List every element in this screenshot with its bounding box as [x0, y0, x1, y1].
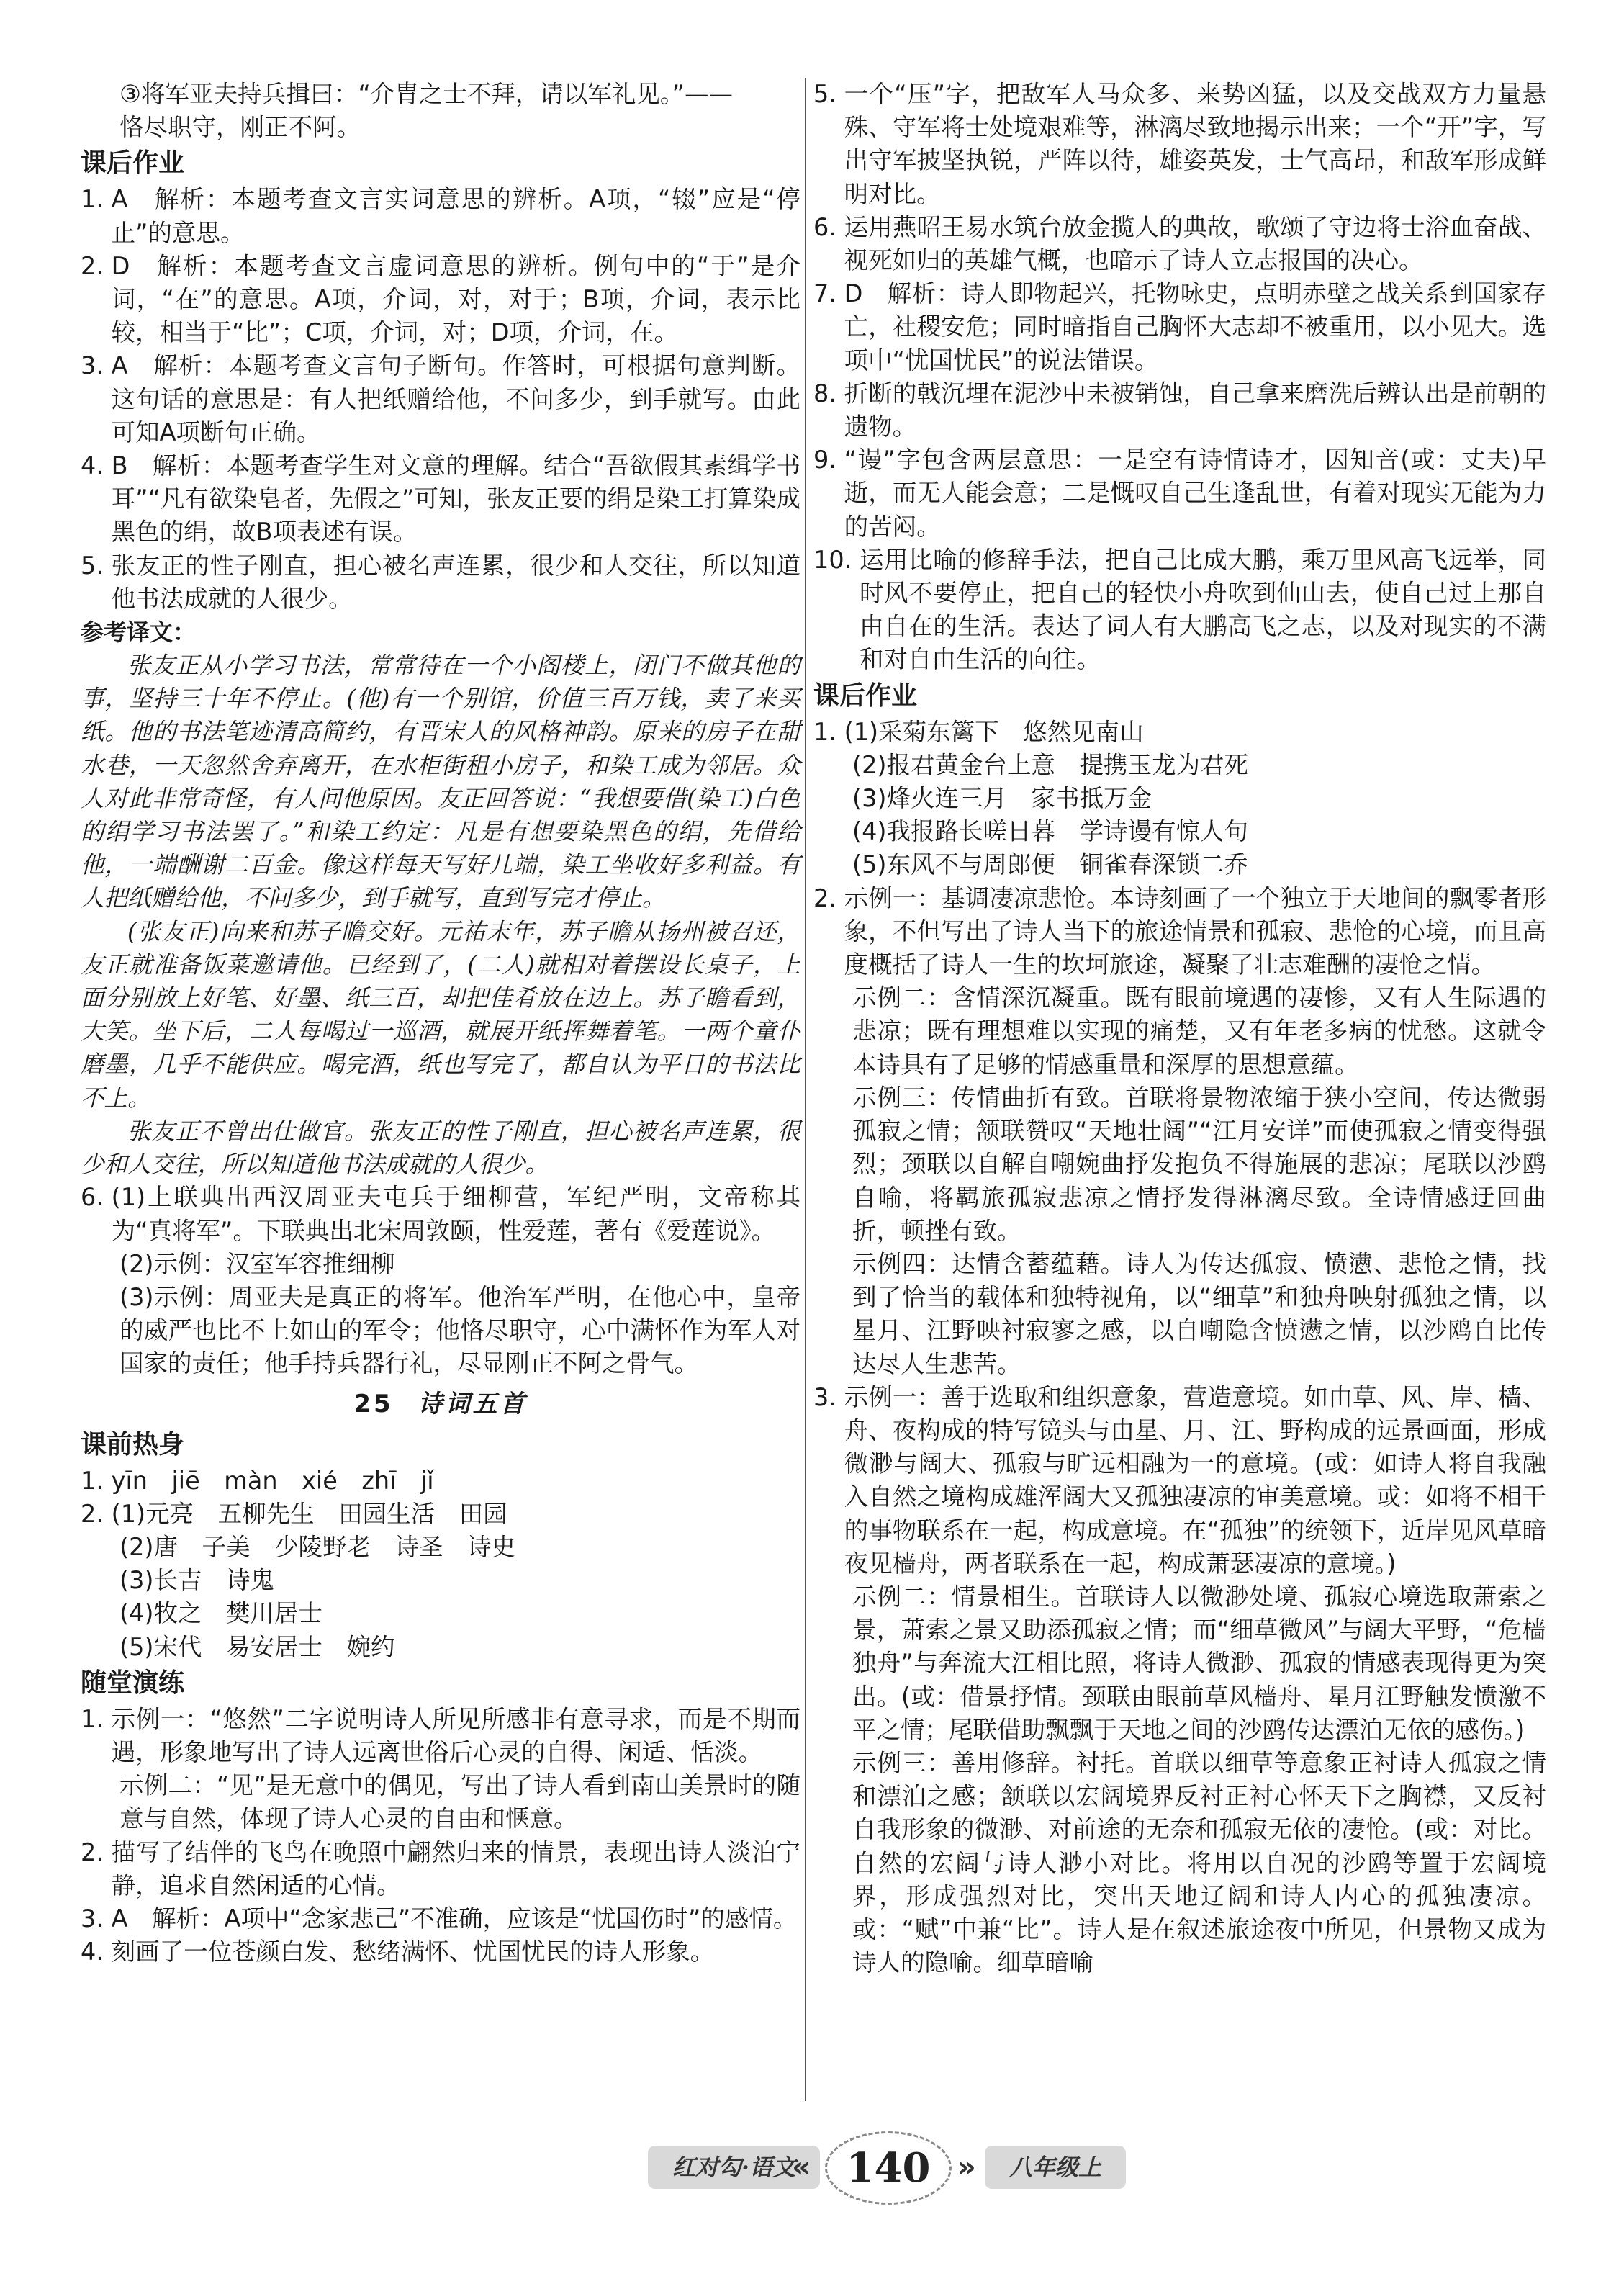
right-column: [813, 78, 1546, 1979]
answer-subitem: (3)长吉 诗鬼: [119, 1566, 274, 1595]
column-divider: [805, 78, 806, 2101]
reference-translation: [81, 649, 800, 1181]
translation-paragraph: (张友正)向来和苏子瞻交好。元祐末年，苏子瞻从扬州被召还，友正就准备饭菜邀请他。已经到了，(二人)就相对着摆设长桌子，上面分别放上好笔、好墨、纸三百，却把佳肴放在边上。苏子瞻看到，大笑。坐下后，二人每喝过一巡酒，就展开纸挥舞着笔。一两个童仆磨墨，几乎不能供应。喝完酒，纸也写完了，都自认为平日的书法比不上。: [81, 917, 800, 1112]
answer-subitem: (5)宋代 易安居士 婉约: [119, 1632, 395, 1661]
answer-item: 6. (1)上联典出西汉周亚夫屯兵于细柳营，军纪严明，文帝称其为“真将军”。下联典出北宋周敦颐，性爱莲，著有《爱莲说》。: [81, 1183, 800, 1245]
lesson-title: [81, 1385, 800, 1423]
answer-subitem: 示例三：善用修辞。衬托。首联以细草等意象正衬诗人孤寂之情和漂泊之感；颔联以宏阔境界反衬正衬心怀天下之胸襟，又反衬自我形象的微渺、对前途的无奈和孤寂无依的凄怆。(或：对比。自然的宏阔与诗人渺小对比。将用以自况的沙鸥等置于宏阔境界，形成强烈对比，突出天地辽阔和诗人内心的孤独凄凉。或：“赋”中兼“比”。诗人是在叙述旅途夜中所见，但景物又成为诗人的隐喻。细草暗喻: [852, 1748, 1546, 1977]
answer-subitem: (2)示例：汉室军容推细柳: [119, 1249, 395, 1278]
grade-badge: 八年级上: [985, 2146, 1126, 2189]
translation-paragraph: 张友正从小学习书法，常常待在一个小阁楼上，闭门不做其他的事，坚持三十年不停止。(他)有一个别馆，价值三百万钱，卖了来买纸。他的书法笔迹清高简约，有晋宋人的风格神韵。原来的房子在甜水巷，一天忽然舍弃离开，在水柜街租小房子，和染工成为邻居。众人对此非常奇怪，有人问他原因。友正回答说：“我想要借(染工)白色的绢学习书法罢了。”和染工约定：凡是有想要染黑色的绢，先借给他，一端酬谢二百金。像这样每天写好几端，染工坐收好多利益。有人把纸赠给他，不问多少，到手就写，直到写完才停止。: [81, 652, 800, 912]
translation-paragraph: 张友正不曾出仕做官。张友正的性子刚直，担心被名声连累，很少和人交往，所以知道他书法成就的人很少。: [81, 1117, 800, 1179]
answer-item: 3. A 解析：本题考查文言句子断句。作答时，可根据句意判断。这句话的意思是：有人把纸赠给他，不问多少，到手就写。由此可知A项断句正确。: [81, 351, 800, 446]
answer-subitem: (3)示例：周亚夫是真正的将军。他治军严明，在他心中，皇帝的威严也比不上如山的军令；他恪尽职守，心中满怀作为军人对国家的责任；他手持兵器行礼，尽显刚正不阿之骨气。: [119, 1282, 800, 1378]
answer-subitem: (4)我报路长嗟日暮 学诗谩有惊人句: [852, 817, 1248, 846]
intro-line: ③将军亚夫持兵揖曰：“介胄之士不拜，请以军礼见。”——: [119, 80, 733, 108]
section-heading-homework: 课后作业: [813, 680, 918, 711]
answer-item: 7. D 解析：诗人即物起兴，托物咏史，点明赤壁之战关系到国家存亡，社稷安危；同时暗指自己胸怀大志却不被重用，以小见大。选项中“忧国忧民”的说法错误。: [813, 279, 1546, 374]
page-footer: [0, 2124, 1624, 2218]
answer-subitem: (4)牧之 樊川居士: [119, 1599, 322, 1628]
answer-item: 2. D 解析：本题考查文言虚词意思的辨析。例句中的“于”是介词，“在”的意思。A项，介词，对，对于；B项，介词，表示比较，相当于“比”；C项，介词，对；D项，介词，在。: [81, 251, 800, 347]
lesson-number: 25: [353, 1389, 394, 1418]
answer-subitem: 示例二：“见”是无意中的偶见，写出了诗人看到南山美景时的随意与自然，体现了诗人心灵的自由和惬意。: [119, 1771, 800, 1833]
answer-item: 4. 刻画了一位苍颜白发、愁绪满怀、忧国忧民的诗人形象。: [81, 1938, 715, 1966]
section-heading-homework: 课后作业: [81, 148, 185, 179]
section-heading-inclass: 随堂演练: [81, 1668, 185, 1698]
answer-subitem: (2)报君黄金台上意 提携玉龙为君死: [852, 750, 1248, 779]
answer-item: 5. 张友正的性子刚直，担心被名声连累，很少和人交往，所以知道他书法成就的人很少。: [81, 551, 800, 613]
answer-item: 2. 描写了结伴的飞鸟在晚照中翩然归来的情景，表现出诗人淡泊宁静，追求自然闲适的心情。: [81, 1838, 800, 1899]
answer-item: 2. (1)元亮 五柳先生 田园生活 田园: [81, 1499, 508, 1528]
answer-item: 1. (1)采菊东篱下 悠然见南山: [813, 717, 1144, 746]
brand-badge: 红对勾·语文: [648, 2146, 820, 2189]
left-column: [81, 78, 800, 1969]
answer-item: 1. A 解析：本题考查文言实词意思的辨析。A项，“辍”应是“停止”的意思。: [81, 185, 800, 247]
chevron-right-icon: »: [957, 2151, 976, 2184]
answer-item: 4. B 解析：本题考查学生对文意的理解。结合“吾欲假其素缉学书耳”“凡有欲染皂者，先假之”可知，张友正要的绢是染工打算染成黑色的绢，故B项表述有误。: [81, 451, 800, 546]
answer-item: 6. 运用燕昭王易水筑台放金揽人的典故，歌颂了守边将士浴血奋战、视死如归的英雄气概，也暗示了诗人立志报国的决心。: [813, 212, 1546, 275]
answer-subitem: 示例二：情景相生。首联诗人以微渺处境、孤寂心境选取萧索之景，萧索之景又助添孤寂之情；而“细草微风”与阔大平野，“危樯独舟”与奔流大江相比照，将诗人微渺、孤寂的情感表现得更为突出。(或：借景抒情。颈联由眼前草风樯舟、星月江野触发愤激不平之情；尾联借助飘飘于天地之间的沙鸥传达漂泊无依的感伤。): [852, 1582, 1546, 1744]
answer-item: 3. A 解析：A项中“念家悲己”不准确，应该是“忧国伤时”的感情。: [81, 1904, 798, 1933]
answer-item: 1. 示例一：“悠然”二字说明诗人所见所感非有意寻求，而是不期而遇，形象地写出了诗人远离世俗后心灵的自得、闲适、恬淡。: [81, 1704, 800, 1766]
answer-subitem: 示例四：达情含蓄蕴藉。诗人为传达孤寂、愤懑、悲怆之情，找到了恰当的载体和独特视角，以“细草”和独舟映射孤独之情，以星月、江野映衬寂寥之感，以自嘲隐含愤懑之情，以沙鸥自比传达尽人生悲苦。: [852, 1249, 1546, 1378]
section-heading-preclass: 课前热身: [81, 1429, 185, 1459]
answer-item: 5. 一个“压”字，把敌军人马众多、来势凶猛，以及交战双方力量悬殊、守军将士处境艰难等，淋漓尽致地揭示出来；一个“开”字，写出守军披坚执锐，严阵以待，雄姿英发，士气高昂，和敌军形成鲜明对比。: [813, 80, 1546, 208]
answer-item: 9. “谩”字包含两层意思：一是空有诗情诗才，因知音(或：丈夫)早逝，而无人能会意；二是慨叹自己生逢乱世，有着对现实无能为力的苦闷。: [813, 446, 1546, 541]
answer-item: 10. 运用比喻的修辞手法，把自己比成大鹏，乘万里风高飞远举，同时风不要停止，把自己的轻快小舟吹到仙山去，使自己过上那自由自在的生活。表达了词人有大鹏高飞之志，以及对现实的不满和对自由生活的向往。: [813, 545, 1546, 674]
answer-subitem: (5)东风不与周郎便 铜雀春深锁二乔: [852, 850, 1248, 879]
page-number: 140: [825, 2131, 952, 2205]
intro-line: 恪尽职守，刚正不阿。: [119, 113, 361, 142]
answer-subitem: (3)烽火连三月 家书抵万金: [852, 784, 1152, 813]
answer-subitem: 示例三：传情曲折有致。首联将景物浓缩于狭小空间，传达微弱孤寂之情；颔联赞叹“天地壮阔”“江月安详”而使孤寂之情变得强烈；颈联以自解自嘲婉曲抒发抱负不得施展的悲凉；尾联以沙鸥自喻，将羁旅孤寂悲凉之情抒发得淋漓尽致。全诗情感迂回曲折，顿挫有致。: [852, 1083, 1546, 1245]
answer-item: 2. 示例一：基调凄凉悲怆。本诗刻画了一个独立于天地间的飘零者形象，不但写出了诗人当下的旅途情景和孤寂、悲怆的心境，而且高度概括了诗人一生的坎坷旅途，凝聚了壮志难酬的凄怆之情。: [813, 883, 1546, 979]
answer-item: 3. 示例一：善于选取和组织意象，营造意境。如由草、风、岸、樯、舟、夜构成的特写镜头与由星、月、江、野构成的远景画面，形成微渺与阔大、孤寂与旷远相融为一的意境。(或：如诗人将自我融入自然之境构成雄浑阔大又孤独凄凉的审美意境。或：如将不相干的事物联系在一起，构成意境。在“孤独”的统领下，近岸见风草暗夜见樯舟，两者联系在一起，构成萧瑟凄凉的意境。): [813, 1382, 1546, 1578]
answer-subitem: (2)唐 子美 少陵野老 诗圣 诗史: [119, 1532, 515, 1561]
answer-item: 8. 折断的戟沉埋在泥沙中未被销蚀，自己拿来磨洗后辨认出是前朝的遗物。: [813, 379, 1546, 441]
translation-heading: 参考译文：: [81, 619, 197, 647]
answer-item: 1. yīn jiē màn xié zhī jǐ: [81, 1466, 434, 1495]
lesson-name: 诗词五首: [418, 1389, 528, 1418]
answer-subitem: 示例二：含情深沉凝重。既有眼前境遇的凄惨，又有人生际遇的悲凉；既有理想难以实现的痛楚，又有年老多病的忧愁。这就令本诗具有了足够的情感重量和深厚的思想意蕴。: [852, 984, 1546, 1079]
chevron-left-icon: «: [792, 2151, 811, 2184]
